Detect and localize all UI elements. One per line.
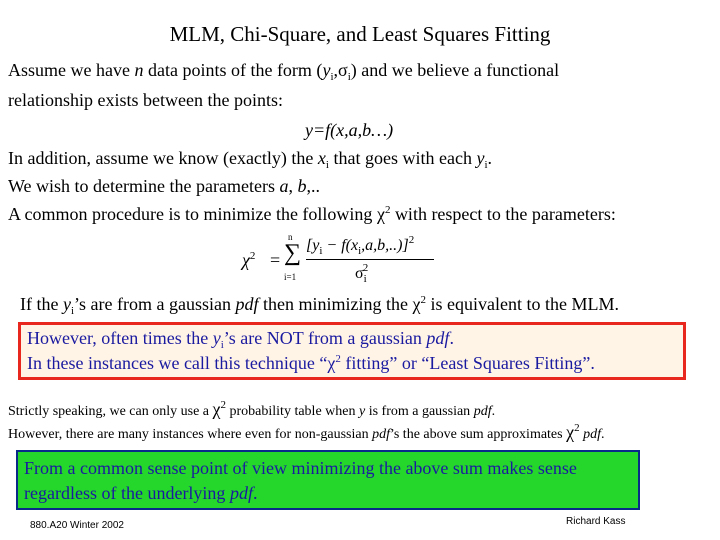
var-y: y <box>476 148 485 168</box>
function-text: y=f(x,a,b…) <box>305 120 394 140</box>
text: , <box>333 60 338 80</box>
text: In addition, assume we know (exactly) the <box>8 148 318 168</box>
highlight-box-red <box>18 322 686 380</box>
footer-author: Richard Kass <box>566 516 626 527</box>
text: Assume we have <box>8 60 135 80</box>
text: . <box>487 148 493 168</box>
subscript: i <box>330 71 334 83</box>
green-box-line1: From a common sense point of view minimizing the above sum makes sense <box>24 458 577 478</box>
formula-numerator: $[y_i - f(x_i,a,b,..)]^2$ <box>306 234 415 257</box>
sum-symbol: ∑ <box>284 240 302 266</box>
superscript: 2 <box>384 204 391 216</box>
green-box-line2: regardless of the underlying pdf. <box>24 483 258 503</box>
text: with respect to the parameters: <box>390 204 616 224</box>
text: A common procedure is to minimize the following <box>8 204 377 224</box>
paragraph-determine <box>8 176 320 197</box>
note-however: However, there are many instances where even for non-gaussian pdf’s the above sum approximates $\chi^2$ pdf. <box>8 422 605 442</box>
subscript: i <box>347 71 351 83</box>
paragraph-addition <box>8 148 492 171</box>
formula-denominator: $\sigma_i^2$ <box>355 262 369 285</box>
formula-chi: $\chi^2$ <box>242 250 256 270</box>
sigma-symbol: σ <box>338 60 348 80</box>
paragraph-procedure <box>8 204 616 225</box>
subscript: i <box>325 159 329 171</box>
var-n: n <box>134 60 144 80</box>
param-b: b <box>297 176 307 196</box>
text: that goes with each <box>328 148 477 168</box>
var-x: x <box>317 148 326 168</box>
slide-title: MLM, Chi-Square, and Least Squares Fitting <box>169 22 551 46</box>
paragraph-gaussian-mlm: If the $y_i’s$ are from a gaussian pdf then minimizing the $\chi^2$ is equivalent to the MLM. <box>20 294 619 317</box>
subscript: i <box>484 159 488 171</box>
red-box-line2: In these instances we call this technique “$\chi^2$ fitting” or “Least Squares Fitting”. <box>27 353 595 373</box>
formula-equals: = <box>270 250 281 270</box>
fraction-bar <box>306 259 434 260</box>
text: , <box>288 176 298 196</box>
text: We wish to determine the parameters <box>8 176 280 196</box>
red-box-line1: However, often times the $y_i’s$ are NOT from a gaussian pdf. <box>27 328 454 351</box>
footer-course: 880.A20 Winter 2002 <box>30 520 124 531</box>
paragraph-assume-line1 <box>8 60 559 83</box>
sum-upper-limit: n <box>288 232 293 242</box>
sum-lower-limit: i=1 <box>284 272 297 282</box>
text: ,.. <box>306 176 320 196</box>
text: data points of the form ( <box>143 60 323 80</box>
note-strictly-speaking: Strictly speaking, we can only use a $\chi^2$ probability table when y is from a gaussian pdf. <box>8 399 496 419</box>
var-y: y <box>322 60 331 80</box>
param-a: a <box>279 176 289 196</box>
text: ) and we believe a functional <box>350 60 560 80</box>
function-expression <box>305 120 393 141</box>
highlight-box-green <box>16 450 640 510</box>
chi-square-formula <box>240 232 440 290</box>
chi-symbol: χ <box>376 204 385 224</box>
paragraph-assume-line2: relationship exists between the points: <box>8 90 283 110</box>
